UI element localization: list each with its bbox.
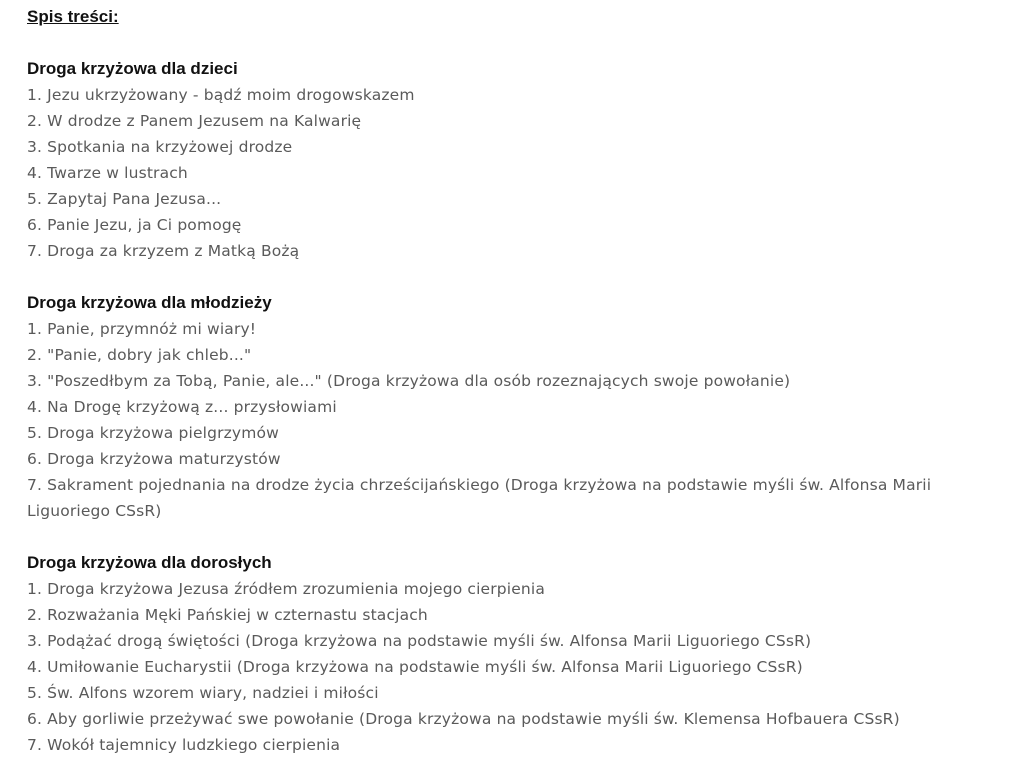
item-link[interactable]: 1. Droga krzyżowa Jezusa źródłem zrozumienia mojego cierpienia [27,580,545,598]
item-link[interactable]: 2. Rozważania Męki Pańskiej w czternastu stacjach [27,606,428,624]
item-list [27,316,1024,524]
item-link[interactable]: 6. Panie Jezu, ja Ci pomogę [27,216,242,234]
list-item[interactable] [27,160,987,186]
item-link[interactable]: 3. "Poszedłbym za Tobą, Panie, ale..." (Droga krzyżowa dla osób rozeznających swoje powołanie) [27,372,791,390]
list-item[interactable] [27,394,987,420]
item-link[interactable]: 5. Zapytaj Pana Jezusa... [27,190,222,208]
item-link[interactable]: 7. Droga za krzyzem z Matką Bożą [27,242,300,260]
item-link[interactable]: 1. Jezu ukrzyżowany - bądź moim drogowskazem [27,86,415,104]
list-item[interactable] [27,342,987,368]
section-heading: Droga krzyżowa dla młodzieży [27,293,272,312]
section-children [27,56,1024,264]
list-item[interactable] [27,368,987,394]
list-item[interactable] [27,108,987,134]
section-heading: Droga krzyżowa dla dorosłych [27,553,272,572]
section-adults [27,550,1024,758]
item-link[interactable]: 3. Spotkania na krzyżowej drodze [27,138,293,156]
item-link[interactable]: 6. Aby gorliwie przeżywać swe powołanie (Droga krzyżowa na podstawie myśli św. Klemensa Hofbauera CSsR) [27,710,900,728]
item-link[interactable]: 7. Sakrament pojednania na drodze życia chrześcijańskiego (Droga krzyżowa na podstawie myśli św. Alfonsa Marii Liguoriego CSsR) [27,476,932,520]
item-link[interactable]: 3. Podążać drogą świętości (Droga krzyżowa na podstawie myśli św. Alfonsa Marii Liguoriego CSsR) [27,632,812,650]
list-item[interactable] [27,654,987,680]
list-item[interactable] [27,82,987,108]
list-item[interactable] [27,628,987,654]
list-item[interactable] [27,212,987,238]
item-link[interactable]: 5. Droga krzyżowa pielgrzymów [27,424,279,442]
spacer [27,30,1024,56]
item-list [27,82,1024,264]
list-item[interactable] [27,576,987,602]
item-link[interactable]: 7. Wokół tajemnicy ludzkiego cierpienia [27,736,341,754]
list-item[interactable] [27,446,987,472]
list-item[interactable] [27,420,987,446]
list-item[interactable] [27,134,987,160]
spacer [27,264,1024,290]
item-link[interactable]: 4. Twarze w lustrach [27,164,188,182]
list-item[interactable] [27,732,987,758]
item-link[interactable]: 5. Św. Alfons wzorem wiary, nadziei i miłości [27,684,379,702]
section-heading: Droga krzyżowa dla dzieci [27,59,238,78]
list-item[interactable] [27,602,987,628]
toc-title: Spis treści: [27,7,119,26]
list-item[interactable] [27,186,987,212]
item-link[interactable]: 2. "Panie, dobry jak chleb..." [27,346,252,364]
item-link[interactable]: 4. Na Drogę krzyżową z... przysłowiami [27,398,337,416]
list-item[interactable] [27,316,987,342]
item-link[interactable]: 6. Droga krzyżowa maturzystów [27,450,281,468]
list-item[interactable] [27,680,987,706]
list-item[interactable] [27,472,987,524]
list-item[interactable] [27,238,987,264]
item-link[interactable]: 4. Umiłowanie Eucharystii (Droga krzyżowa na podstawie myśli św. Alfonsa Marii Liguoriego CSsR) [27,658,803,676]
item-link[interactable]: 2. W drodze z Panem Jezusem na Kalwarię [27,112,362,130]
list-item[interactable] [27,706,987,732]
section-youth [27,290,1024,524]
spacer [27,524,1024,550]
item-link[interactable]: 1. Panie, przymnóż mi wiary! [27,320,257,338]
item-list [27,576,1024,758]
